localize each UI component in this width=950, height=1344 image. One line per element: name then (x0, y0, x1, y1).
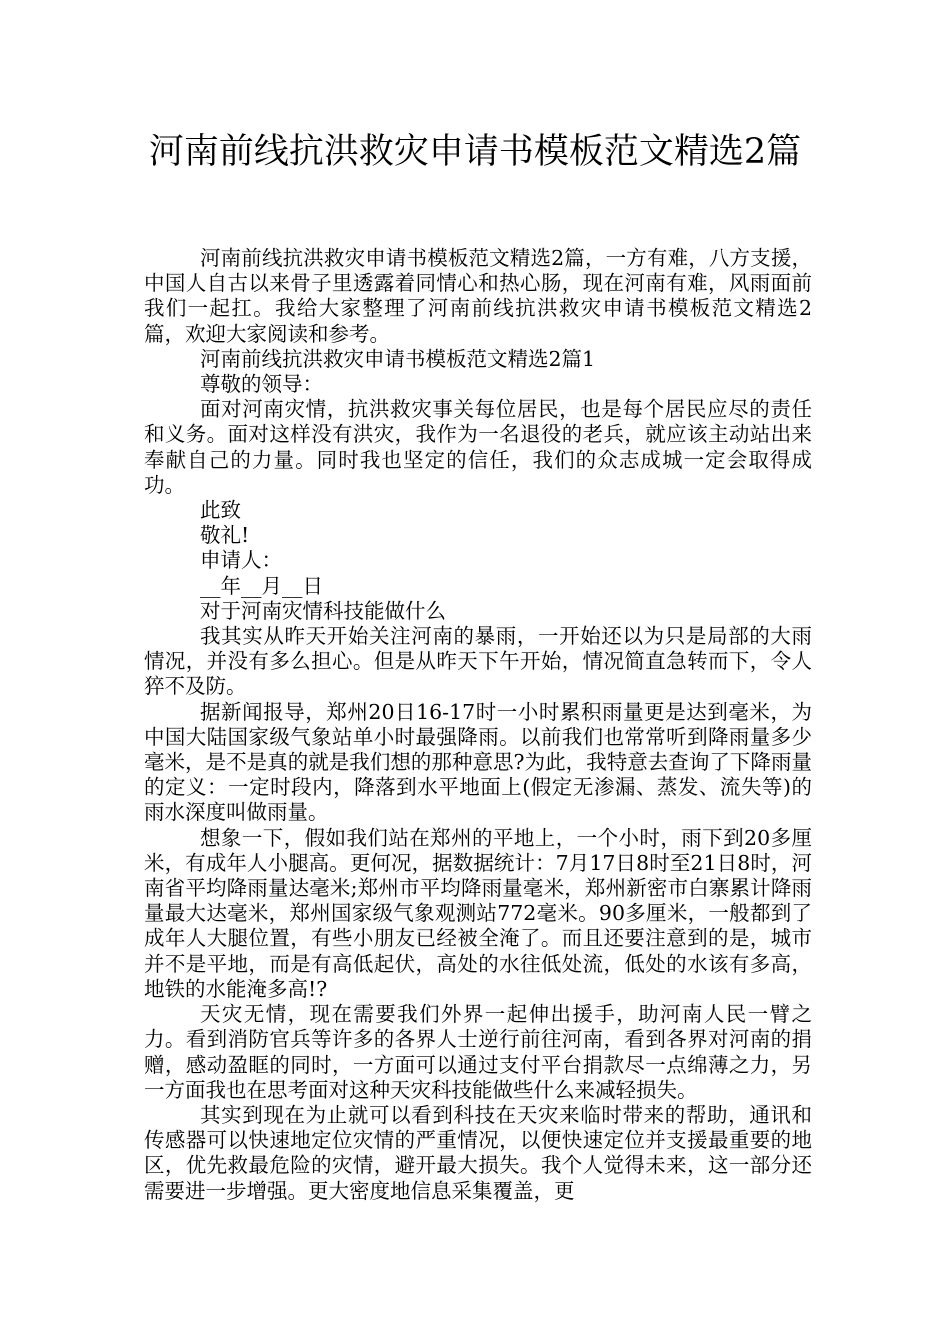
paragraph-date: __年__月__日 (200, 573, 323, 598)
paragraph-intro: 河南前线抗洪救灾申请书模板范文精选2篇，一方有难，八方支援，中国人自古以来骨子里透露着同情心和热心肠，现在河南有难，风雨面前我们一起扛。我给大家整理了河南前线抗洪救灾申请书模板范文精选2篇，欢迎大家阅读和参考。 (144, 246, 812, 346)
paragraph-closing-1: 此致 (200, 498, 241, 523)
paragraph-body-2: 据新闻报导，郑州20日16-17时一小时累积雨量更是达到毫米，为中国大陆国家级气象站单小时最强降雨。以前我们也常常听到降雨量多少毫米，是不是真的就是我们想的那种意思?为此，我特意去查询了下降雨量的定义：一定时段内，降落到水平地面上(假定无渗漏、蒸发、流失等)的雨水深度叫做雨量。 (144, 699, 812, 825)
paragraph-closing-2: 敬礼! (200, 523, 250, 548)
paragraph-salutation: 尊敬的领导： (200, 372, 323, 397)
paragraph-body-5: 其实到现在为止就可以看到科技在天灾来临时带来的帮助，通讯和传感器可以快速地定位灾情的严重情况，以便快速定位并支援最重要的地区，优先救最危险的灾情，避开最大损失。我个人觉得未来，这一部分还需要进一步增强。更大密度地信息采集覆盖，更 (144, 1102, 812, 1203)
paragraph-body-4: 天灾无情，现在需要我们外界一起伸出援手，助河南人民一臂之力。看到消防官兵等许多的各界人士逆行前往河南，看到各界对河南的捐赠，感动盈眶的同时，一方面可以通过支付平台捐款尽一点绵薄之力，另一方面我也在思考面对这种天灾科技能做些什么来减轻损失。 (144, 1002, 812, 1102)
document-body (144, 246, 812, 1204)
paragraph-subheading-2: 对于河南灾情科技能做什么 (200, 598, 446, 623)
document-title: 河南前线抗洪救灾申请书模板范文精选2篇 (148, 132, 802, 172)
paragraph-body-3: 想象一下，假如我们站在郑州的平地上，一个小时，雨下到20多厘米，有成年人小腿高。更何况，据数据统计：7月17日8时至21日8时，河南省平均降雨量达毫米;郑州市平均降雨量毫米，郑州新密市白寨累计降雨量最大达毫米，郑州国家级气象观测站772毫米。90多厘米，一般都到了成年人大腿位置，有些小朋友已经被全淹了。而且还要注意到的是，城市并不是平地，而是有高低起伏，高处的水往低处流，低处的水该有多高，地铁的水能淹多高!? (144, 825, 812, 1001)
paragraph-letter-body: 面对河南灾情，抗洪救灾事关每位居民，也是每个居民应尽的责任和义务。面对这样没有洪灾，我作为一名退役的老兵，就应该主动站出来奉献自己的力量。同时我也坚定的信任，我们的众志成城一定会取得成功。 (144, 397, 812, 497)
paragraph-applicant: 申请人： (200, 548, 282, 573)
paragraph-body-1: 我其实从昨天开始关注河南的暴雨，一开始还以为只是局部的大雨情况，并没有多么担心。但是从昨天下午开始，情况简直急转而下，令人猝不及防。 (144, 624, 812, 699)
paragraph-subheading-1: 河南前线抗洪救灾申请书模板范文精选2篇1 (200, 346, 596, 371)
